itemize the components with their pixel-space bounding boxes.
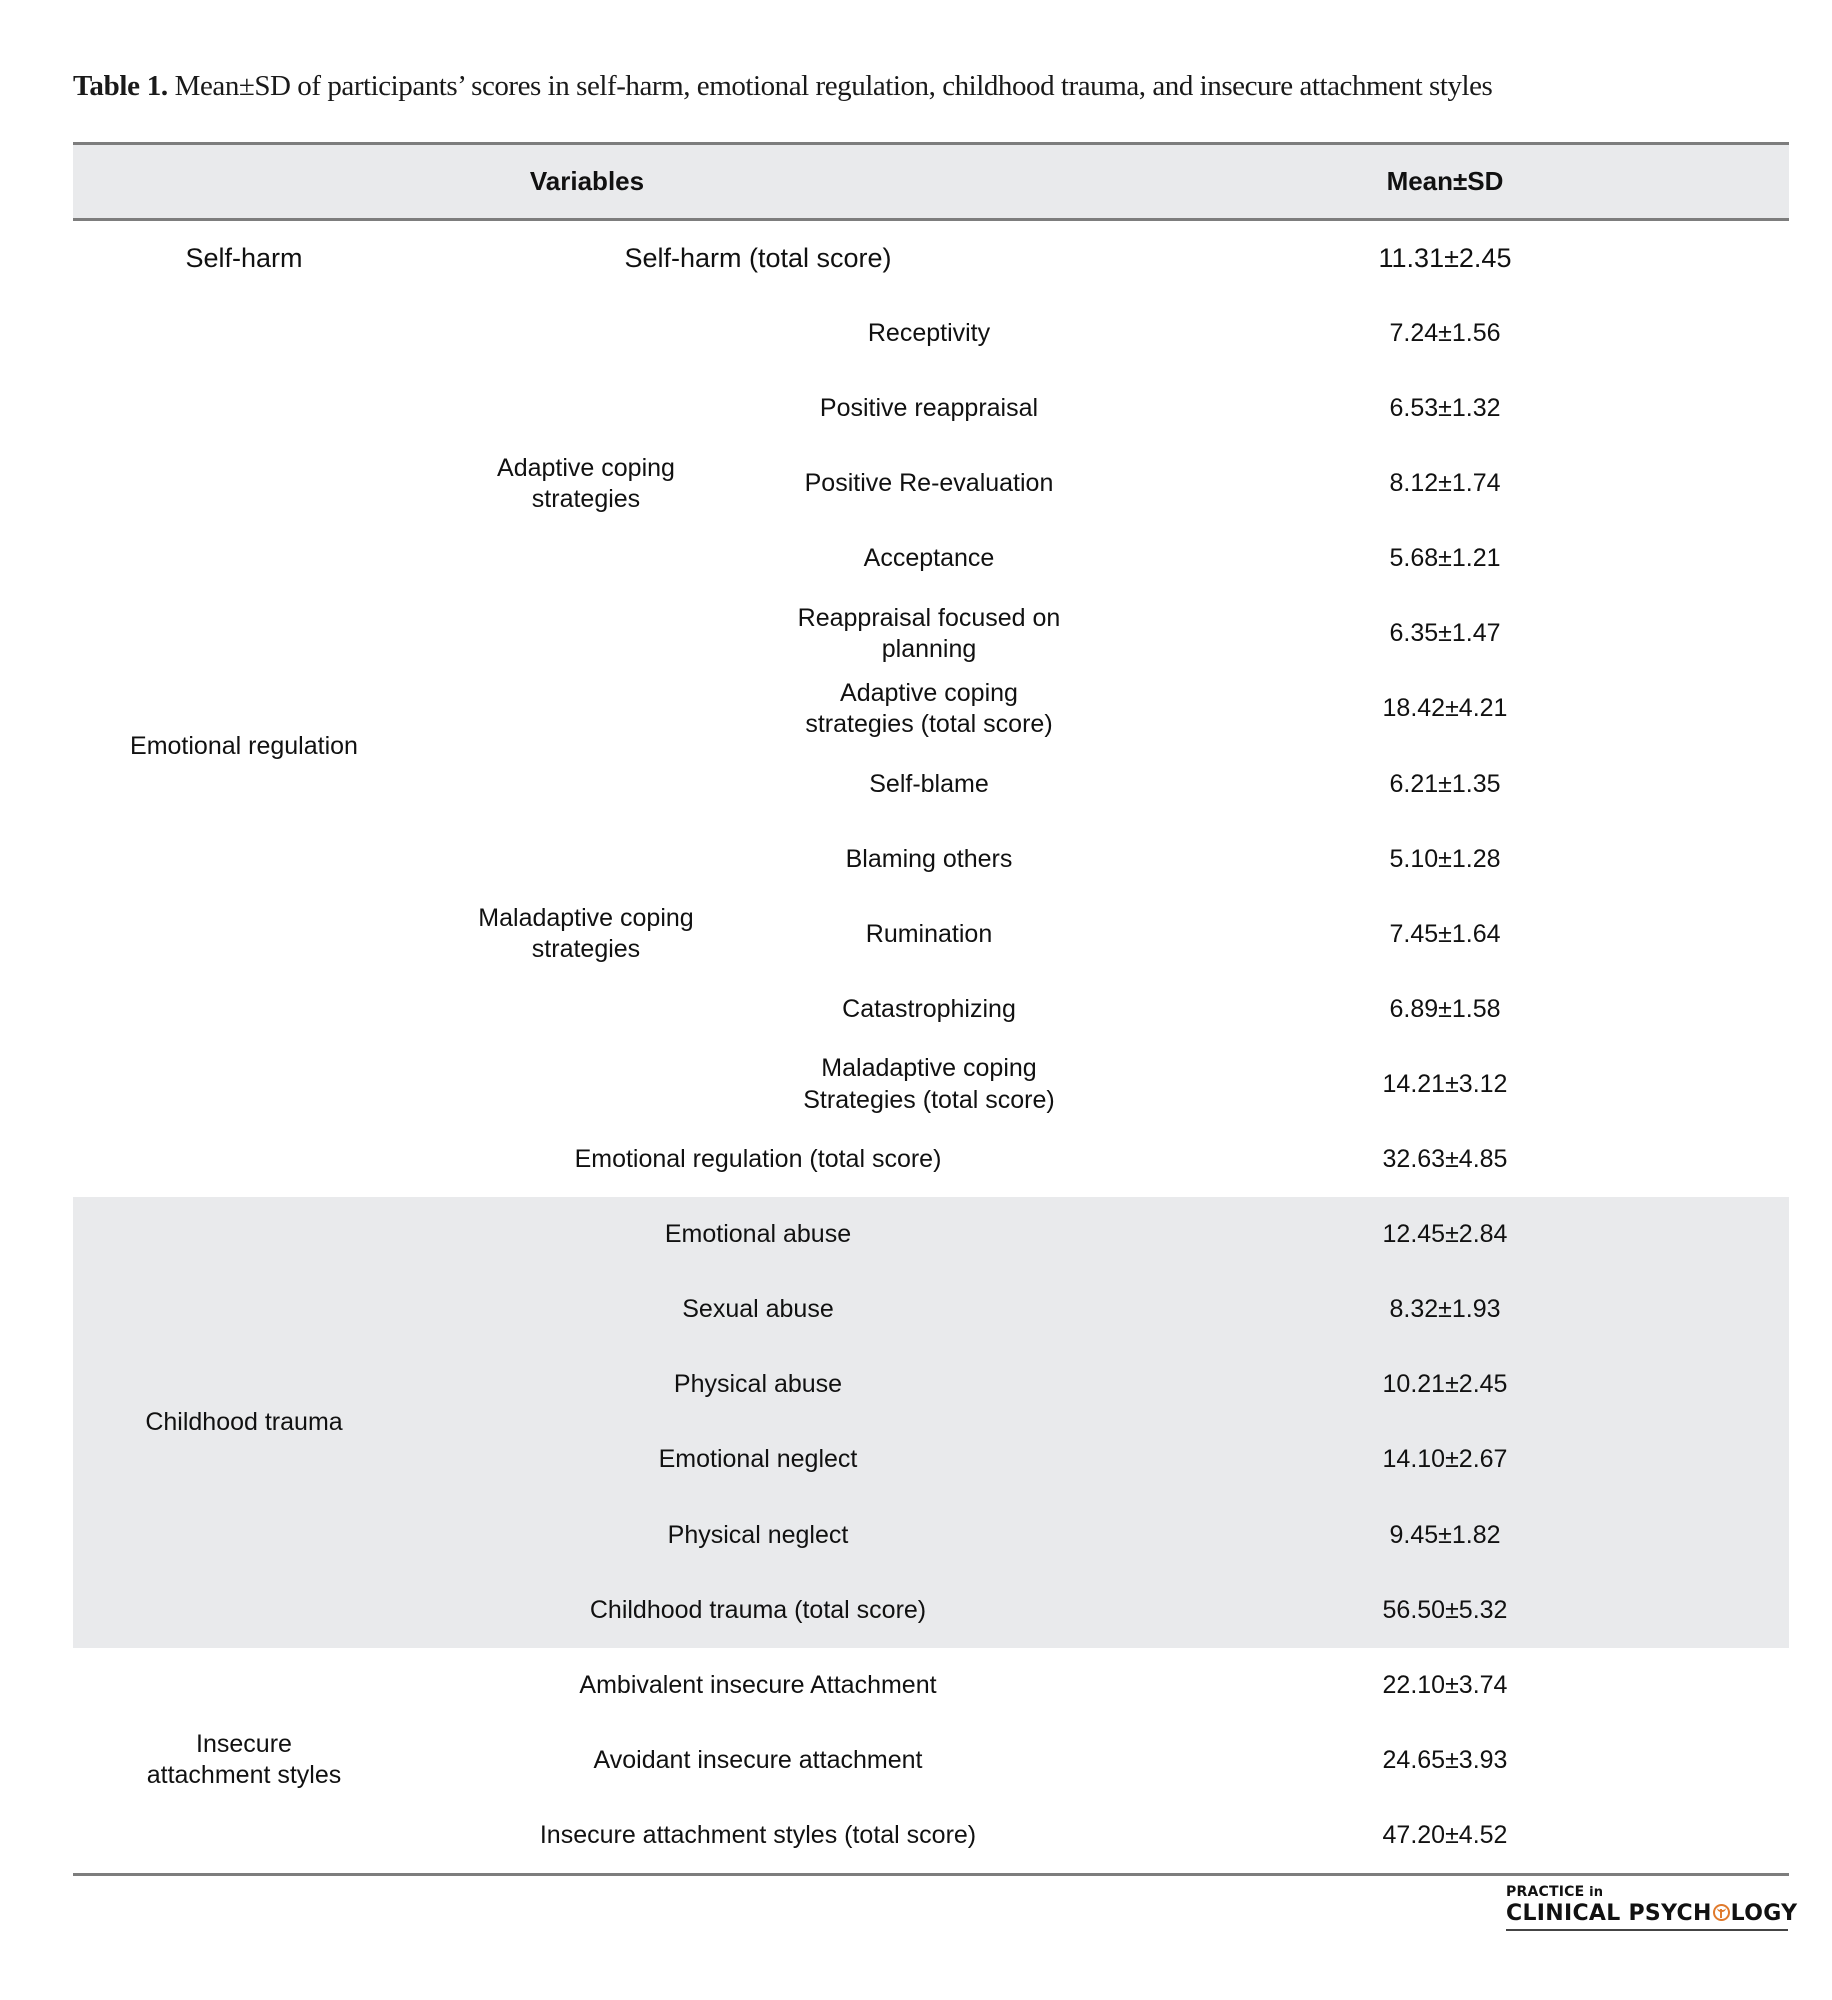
- table-header: [73, 142, 1789, 221]
- row-variable: Adaptive coping strategies (total score): [805, 678, 1053, 739]
- row-value: 6.35±1.47: [1389, 619, 1501, 648]
- row-variable: Ambivalent insecure Attachment: [579, 1670, 937, 1699]
- row-variable: Reappraisal focused on planning: [797, 603, 1061, 664]
- row-variable: Emotional neglect: [658, 1445, 858, 1474]
- row-value: 8.32±1.93: [1389, 1295, 1501, 1324]
- logo-line-1: [1506, 1884, 1788, 1901]
- row-value: 7.24±1.56: [1389, 319, 1501, 348]
- row-variable: Maladaptive coping Strategies (total score): [803, 1054, 1055, 1114]
- data-table: [73, 142, 1789, 1876]
- row-value: 5.10±1.28: [1389, 844, 1501, 873]
- subgroup-adaptive: Adaptive coping strategies: [497, 453, 675, 513]
- row-variable: Self-harm (total score): [624, 242, 892, 273]
- row-variable: Acceptance: [863, 544, 995, 573]
- row-value: 7.45±1.64: [1389, 919, 1501, 948]
- group-childhood-trauma: Childhood trauma: [145, 1407, 343, 1436]
- table-label: Table 1.: [73, 70, 168, 102]
- row-variable: Emotional regulation (total score): [574, 1145, 942, 1174]
- logo-line-2: [1506, 1901, 1798, 1931]
- row-variable: Catastrophizing: [842, 994, 1016, 1023]
- row-value: 18.42±4.21: [1382, 694, 1508, 723]
- row-variable: Childhood trauma (total score): [589, 1595, 927, 1624]
- row-value: 56.50±5.32: [1382, 1595, 1508, 1624]
- row-variable: Physical neglect: [667, 1520, 849, 1549]
- header-mean-sd: Mean±SD: [1386, 166, 1504, 196]
- psychology-symbol-icon: [1713, 1904, 1730, 1921]
- group-emotional-regulation: Emotional regulation: [130, 732, 358, 761]
- row-variable: Emotional abuse: [664, 1220, 852, 1249]
- row-value: 10.21±2.45: [1382, 1370, 1508, 1399]
- group-self-harm: Self-harm: [185, 242, 303, 273]
- header-variables: Variables: [529, 166, 645, 196]
- table-caption-text: Mean±SD of participants’ scores in self-harm, emotional regulation, childhood trauma, and insecure attachment styles: [167, 70, 1493, 102]
- logo-logy: LOGY: [1730, 1901, 1798, 1926]
- row-variable: Insecure attachment styles (total score): [539, 1820, 977, 1849]
- journal-logo: [1506, 1884, 1798, 1931]
- logo-practice: PRACTICE: [1506, 1884, 1585, 1900]
- row-value: 47.20±4.52: [1382, 1820, 1508, 1849]
- row-value: 6.89±1.58: [1389, 994, 1501, 1023]
- row-variable: Rumination: [865, 919, 993, 948]
- row-variable: Physical abuse: [673, 1370, 843, 1399]
- row-value: 6.53±1.32: [1389, 394, 1501, 423]
- row-variable: Self-blame: [869, 769, 989, 798]
- row-value: 14.21±3.12: [1382, 1069, 1508, 1098]
- row-variable: Avoidant insecure attachment: [593, 1745, 923, 1774]
- row-value: 12.45±2.84: [1382, 1220, 1508, 1249]
- row-value: 22.10±3.74: [1382, 1670, 1508, 1699]
- table-caption: [73, 70, 1793, 103]
- row-value: 8.12±1.74: [1389, 469, 1501, 498]
- row-value: 5.68±1.21: [1389, 544, 1501, 573]
- row-value: 6.21±1.35: [1389, 769, 1501, 798]
- logo-clinical-psych: CLINICAL PSYCH: [1506, 1901, 1712, 1926]
- row-value: 9.45±1.82: [1389, 1520, 1501, 1549]
- group-insecure-attachment: Insecure attachment styles: [146, 1730, 342, 1790]
- row-value: 24.65±3.93: [1382, 1745, 1508, 1774]
- row-variable: Positive Re-evaluation: [804, 469, 1054, 498]
- row-value: 11.31±2.45: [1378, 242, 1512, 273]
- row-variable: Positive reappraisal: [819, 394, 1039, 423]
- row-variable: Sexual abuse: [682, 1295, 834, 1324]
- row-variable: Receptivity: [867, 319, 991, 348]
- row-value: 32.63±4.85: [1382, 1145, 1508, 1174]
- row-variable: Blaming others: [845, 844, 1013, 873]
- logo-in: in: [1584, 1885, 1604, 1900]
- table-body: [73, 221, 1789, 1876]
- row-value: 14.10±2.67: [1382, 1445, 1508, 1474]
- subgroup-maladaptive: Maladaptive coping strategies: [478, 904, 694, 964]
